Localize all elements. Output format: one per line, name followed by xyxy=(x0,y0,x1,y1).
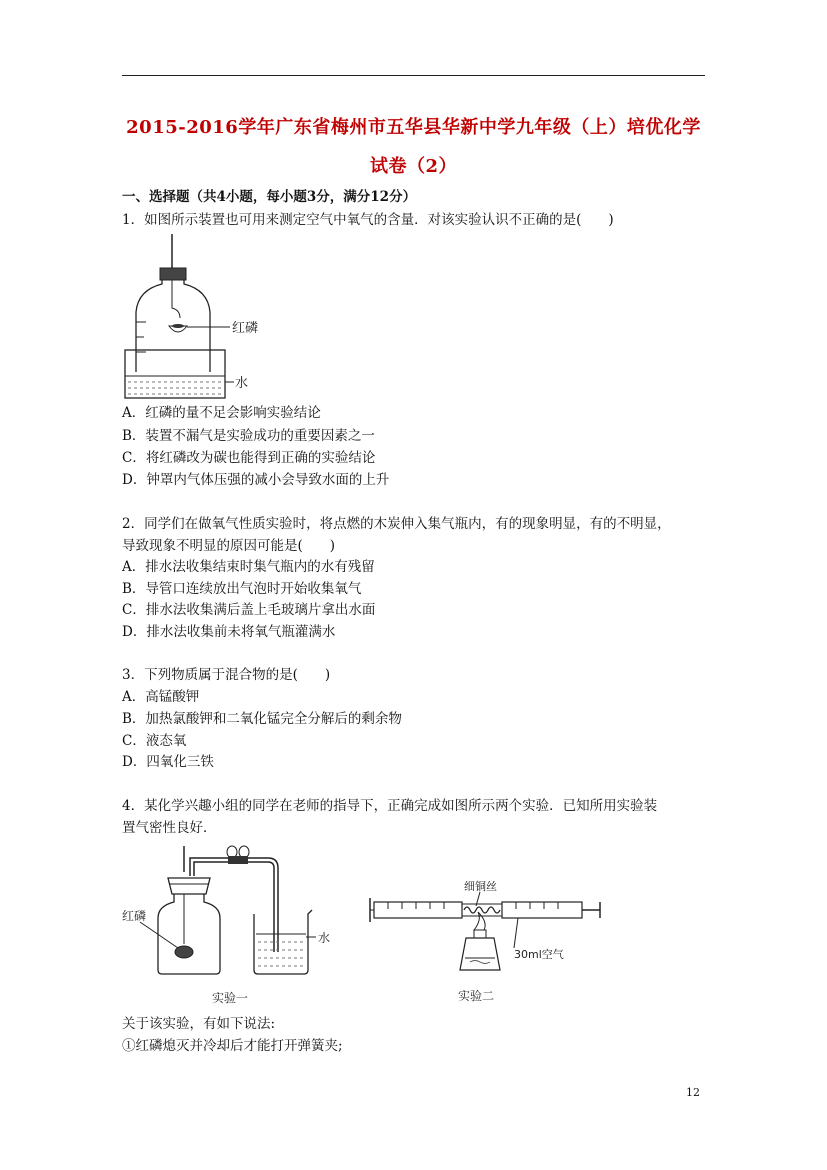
q1-option-a: A．红磷的量不足会影响实验结论 xyxy=(122,405,321,421)
experiment-one-figure xyxy=(120,842,345,1008)
document-title-line2: 试卷（2） xyxy=(369,156,458,177)
bell-jar-figure xyxy=(120,232,270,402)
experiment-two-figure xyxy=(368,862,613,1008)
exp1-caption: 实验一 xyxy=(212,991,249,1005)
q2-option-b: B．导管口连续放出气泡时开始收集氧气 xyxy=(122,581,362,597)
question-4-stem-line2: 置气密性良好． xyxy=(122,820,217,836)
q1-option-b: B．装置不漏气是实验成功的重要因素之一 xyxy=(122,428,375,444)
page-number: 12 xyxy=(686,1086,700,1099)
q3-option-a: A．高锰酸钾 xyxy=(122,689,200,705)
q1-option-d: D．钟罩内气体压强的减小会导致水面的上升 xyxy=(122,472,390,488)
question-1-stem: 1．如图所示装置也可用来测定空气中氧气的含量．对该实验认识不正确的是( ) xyxy=(122,212,614,228)
exp2-caption: 实验二 xyxy=(458,989,495,1003)
question-2-stem-line2: 导致现象不明显的原因可能是( ) xyxy=(122,538,336,554)
q2-option-d: D．排水法收集前未将氧气瓶灌满水 xyxy=(122,624,336,640)
section-heading: 一、选择题（共4小题，每小题3分，满分12分） xyxy=(122,189,417,205)
q4-after-line1: 关于该实验，有如下说法: xyxy=(122,1016,276,1032)
q2-option-a: A．排水法收集结束时集气瓶内的水有残留 xyxy=(122,559,375,575)
exp2-label-copper-wire: 细铜丝 xyxy=(464,880,497,893)
exp1-label-water: 水 xyxy=(318,931,331,945)
document-title-line1: 2015-2016学年广东省梅州市五华县华新中学九年级（上）培优化学 xyxy=(126,117,701,138)
exp2-label-air: 30ml空气 xyxy=(514,948,564,961)
label-water: 水 xyxy=(235,376,249,391)
header-rule xyxy=(122,75,705,76)
q3-option-d: D．四氧化三铁 xyxy=(122,754,214,770)
question-2-stem-line1: 2．同学们在做氧气性质实验时，将点燃的木炭伸入集气瓶内，有的现象明显，有的不明显， xyxy=(122,516,671,532)
question-4-stem-line1: 4．某化学兴趣小组的同学在老师的指导下，正确完成如图所示两个实验．已知所用实验装 xyxy=(122,798,658,814)
q2-option-c: C．排水法收集满后盖上毛玻璃片拿出水面 xyxy=(122,602,376,618)
question-3-stem: 3．下列物质属于混合物的是( ) xyxy=(122,667,331,683)
q1-option-c: C．将红磷改为碳也能得到正确的实验结论 xyxy=(122,450,376,466)
label-phosphorus: 红磷 xyxy=(232,321,259,336)
exp1-label-phosphorus: 红磷 xyxy=(122,909,147,923)
q3-option-b: B．加热氯酸钾和二氧化锰完全分解后的剩余物 xyxy=(122,711,402,727)
q3-option-c: C．液态氧 xyxy=(122,733,187,749)
q4-after-line2: ①红磷熄灭并冷却后才能打开弹簧夹; xyxy=(122,1038,343,1054)
